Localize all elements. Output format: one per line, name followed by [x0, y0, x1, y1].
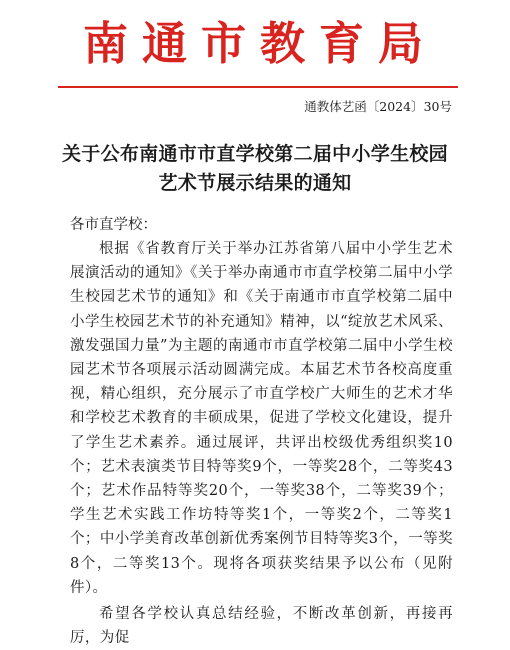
- document-body: [70, 237, 453, 650]
- body-paragraph-1: 根据《省教育厅关于举办江苏省第八届中小学生艺术展演活动的通知》《关于举办南通市市直学校第二届中小学生校园艺术节的通知》和《关于南通市市直学校第二届中小学生校园艺术节的补充通知》精神，以“绽放艺术风采、激发强国力量”为主题的南通市市直学校第二届中小学生校园艺术节各项展示活动圆满完成。本届艺术节各校高度重视，精心组织，充分展示了市直学校广大师生的艺术才华和学校艺术教育的丰硕成果，促进了学校文化建设，提升了学生艺术素养。通过展评，共评出校级优秀组织奖10个；艺术表演类节目特等奖9个，一等奖28个，二等奖43个；艺术作品特等奖20个，一等奖38个，二等奖39个；学生艺术实践工作坊特等奖1个，一等奖2个，二等奖1个；中小学美育改革创新优秀案例节目特等奖3个，一等奖8个，二等奖13个。现将各项获奖结果予以公布（见附件）。: [70, 241, 453, 596]
- red-header-rule: [58, 86, 458, 88]
- document-number: 通教体艺函〔2024〕30号: [304, 99, 452, 114]
- document-title: 关于公布南通市市直学校第二届中小学生校园艺术节展示结果的通知: [61, 143, 448, 194]
- body-paragraph-2: 希望各学校认真总结经验，不断改革创新，再接再厉，为促: [70, 606, 453, 647]
- addressee: 各市直学校：: [70, 217, 157, 233]
- org-masthead: 南通市教育局: [82, 17, 437, 70]
